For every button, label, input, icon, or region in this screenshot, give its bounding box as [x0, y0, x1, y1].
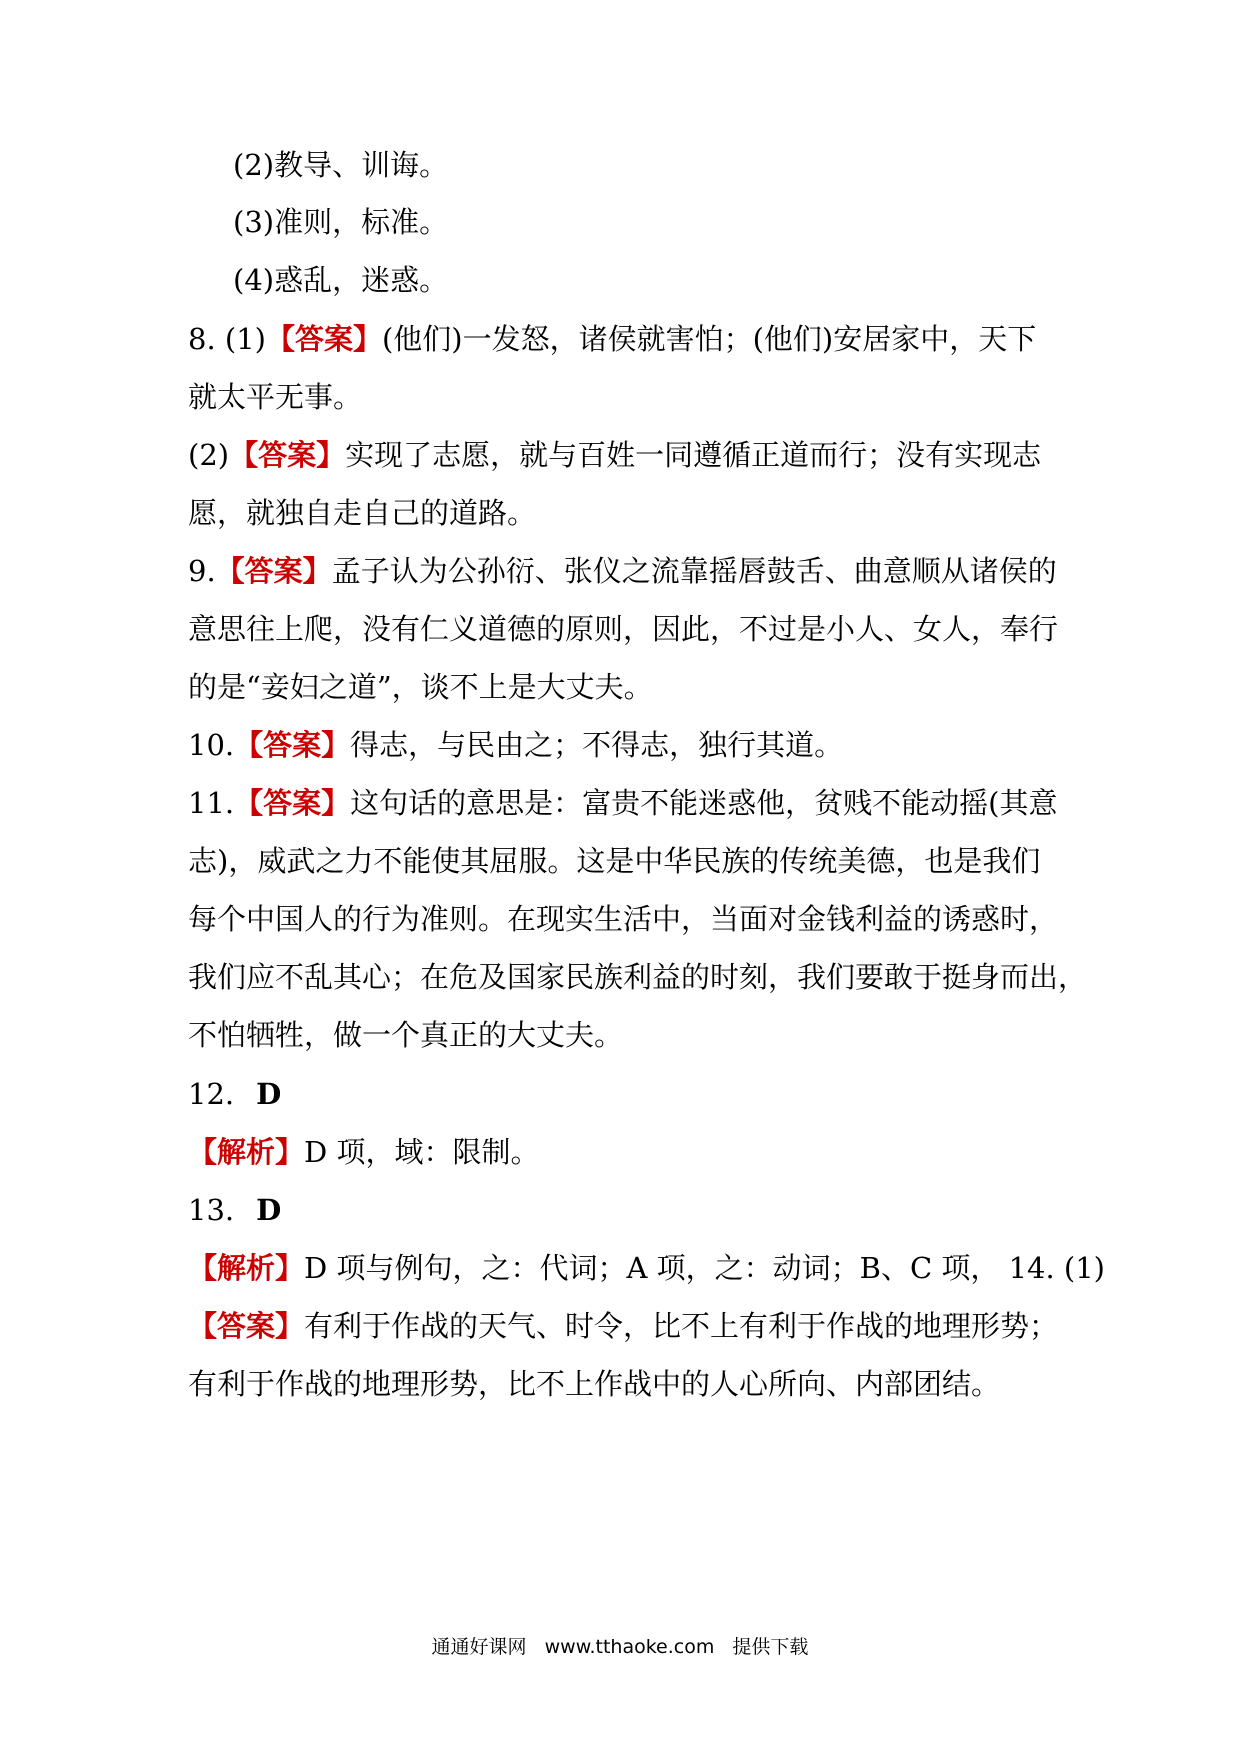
answer-tag: 【答案】: [188, 1309, 305, 1343]
item-number: 12.: [188, 1077, 235, 1111]
text-line: 不怕牺牲，做一个真正的大丈夫。: [188, 1018, 624, 1052]
analysis-line: 【解析】D 项，域：限制。: [188, 1135, 540, 1169]
page-footer: [0, 1634, 1240, 1660]
answer-line: 9.【答案】孟子认为公孙衍、张仪之流靠摇唇鼓舌、曲意顺从诸侯的: [188, 554, 1057, 588]
text-line: (3)准则，标准。: [233, 205, 449, 239]
item-number: (2): [188, 438, 230, 472]
text-line: 的是“妾妇之道”，谈不上是大丈夫。: [188, 670, 653, 704]
text-line: (4)惑乱，迷惑。: [233, 263, 449, 297]
text-line: 就太平无事。: [188, 380, 363, 414]
item-number: 10.: [188, 728, 235, 762]
answer-line: 8. (1)【答案】(他们)一发怒，诸侯就害怕；(他们)安居家中，天下: [188, 322, 1037, 356]
answer-line: 12. D: [188, 1077, 282, 1111]
answer-line: 13. D: [188, 1193, 282, 1227]
answer-line: 【答案】有利于作战的天气、时令，比不上有利于作战的地理形势；: [188, 1309, 1059, 1343]
answer-line: 10.【答案】得志，与民由之；不得志，独行其道。: [188, 728, 844, 762]
text-line: 意思往上爬，没有仁义道德的原则，因此，不过是小人、女人，奉行: [188, 612, 1059, 646]
text-line: 志)，威武之力不能使其屈服。这是中华民族的传统美德，也是我们: [188, 844, 1041, 878]
answer-line: 11.【答案】这句话的意思是：富贵不能迷惑他，贫贱不能动摇(其意: [188, 786, 1058, 820]
footer-url[interactable]: www.tthaoke.com: [544, 1636, 715, 1658]
answer-tag: 【答案】: [215, 554, 332, 588]
text-line: 我们应不乱其心；在危及国家民族利益的时刻，我们要敢于挺身而出，: [188, 960, 1088, 994]
text-line: 每个中国人的行为准则。在现实生活中，当面对金钱利益的诱惑时，: [188, 902, 1059, 936]
text-line: (2)教导、训诲。: [233, 148, 449, 182]
analysis-line: 【解析】D 项与例句，之：代词；A 项，之：动词；B、C 项， 14. (1): [188, 1251, 1105, 1285]
answer-tag: 【答案】: [234, 728, 351, 762]
analysis-tag: 【解析】: [188, 1135, 305, 1169]
analysis-tag: 【解析】: [188, 1251, 305, 1285]
item-number: 8. (1): [188, 322, 266, 356]
answer-tag: 【答案】: [234, 786, 351, 820]
text-line: 有利于作战的地理形势，比不上作战中的人心所向、内部团结。: [188, 1367, 1001, 1401]
text-line: 愿，就独自走自己的道路。: [188, 496, 537, 530]
answer-tag: 【答案】: [265, 322, 382, 356]
answer-tag: 【答案】: [229, 438, 346, 472]
footer-site-name: 通通好课网: [431, 1636, 527, 1658]
item-number: 11.: [188, 786, 235, 820]
item-number: 13.: [188, 1193, 235, 1227]
footer-note: 提供下载: [732, 1636, 809, 1658]
item-number: 9.: [188, 554, 216, 588]
answer-line: (2)【答案】实现了志愿，就与百姓一同遵循正道而行；没有实现志: [188, 438, 1042, 472]
